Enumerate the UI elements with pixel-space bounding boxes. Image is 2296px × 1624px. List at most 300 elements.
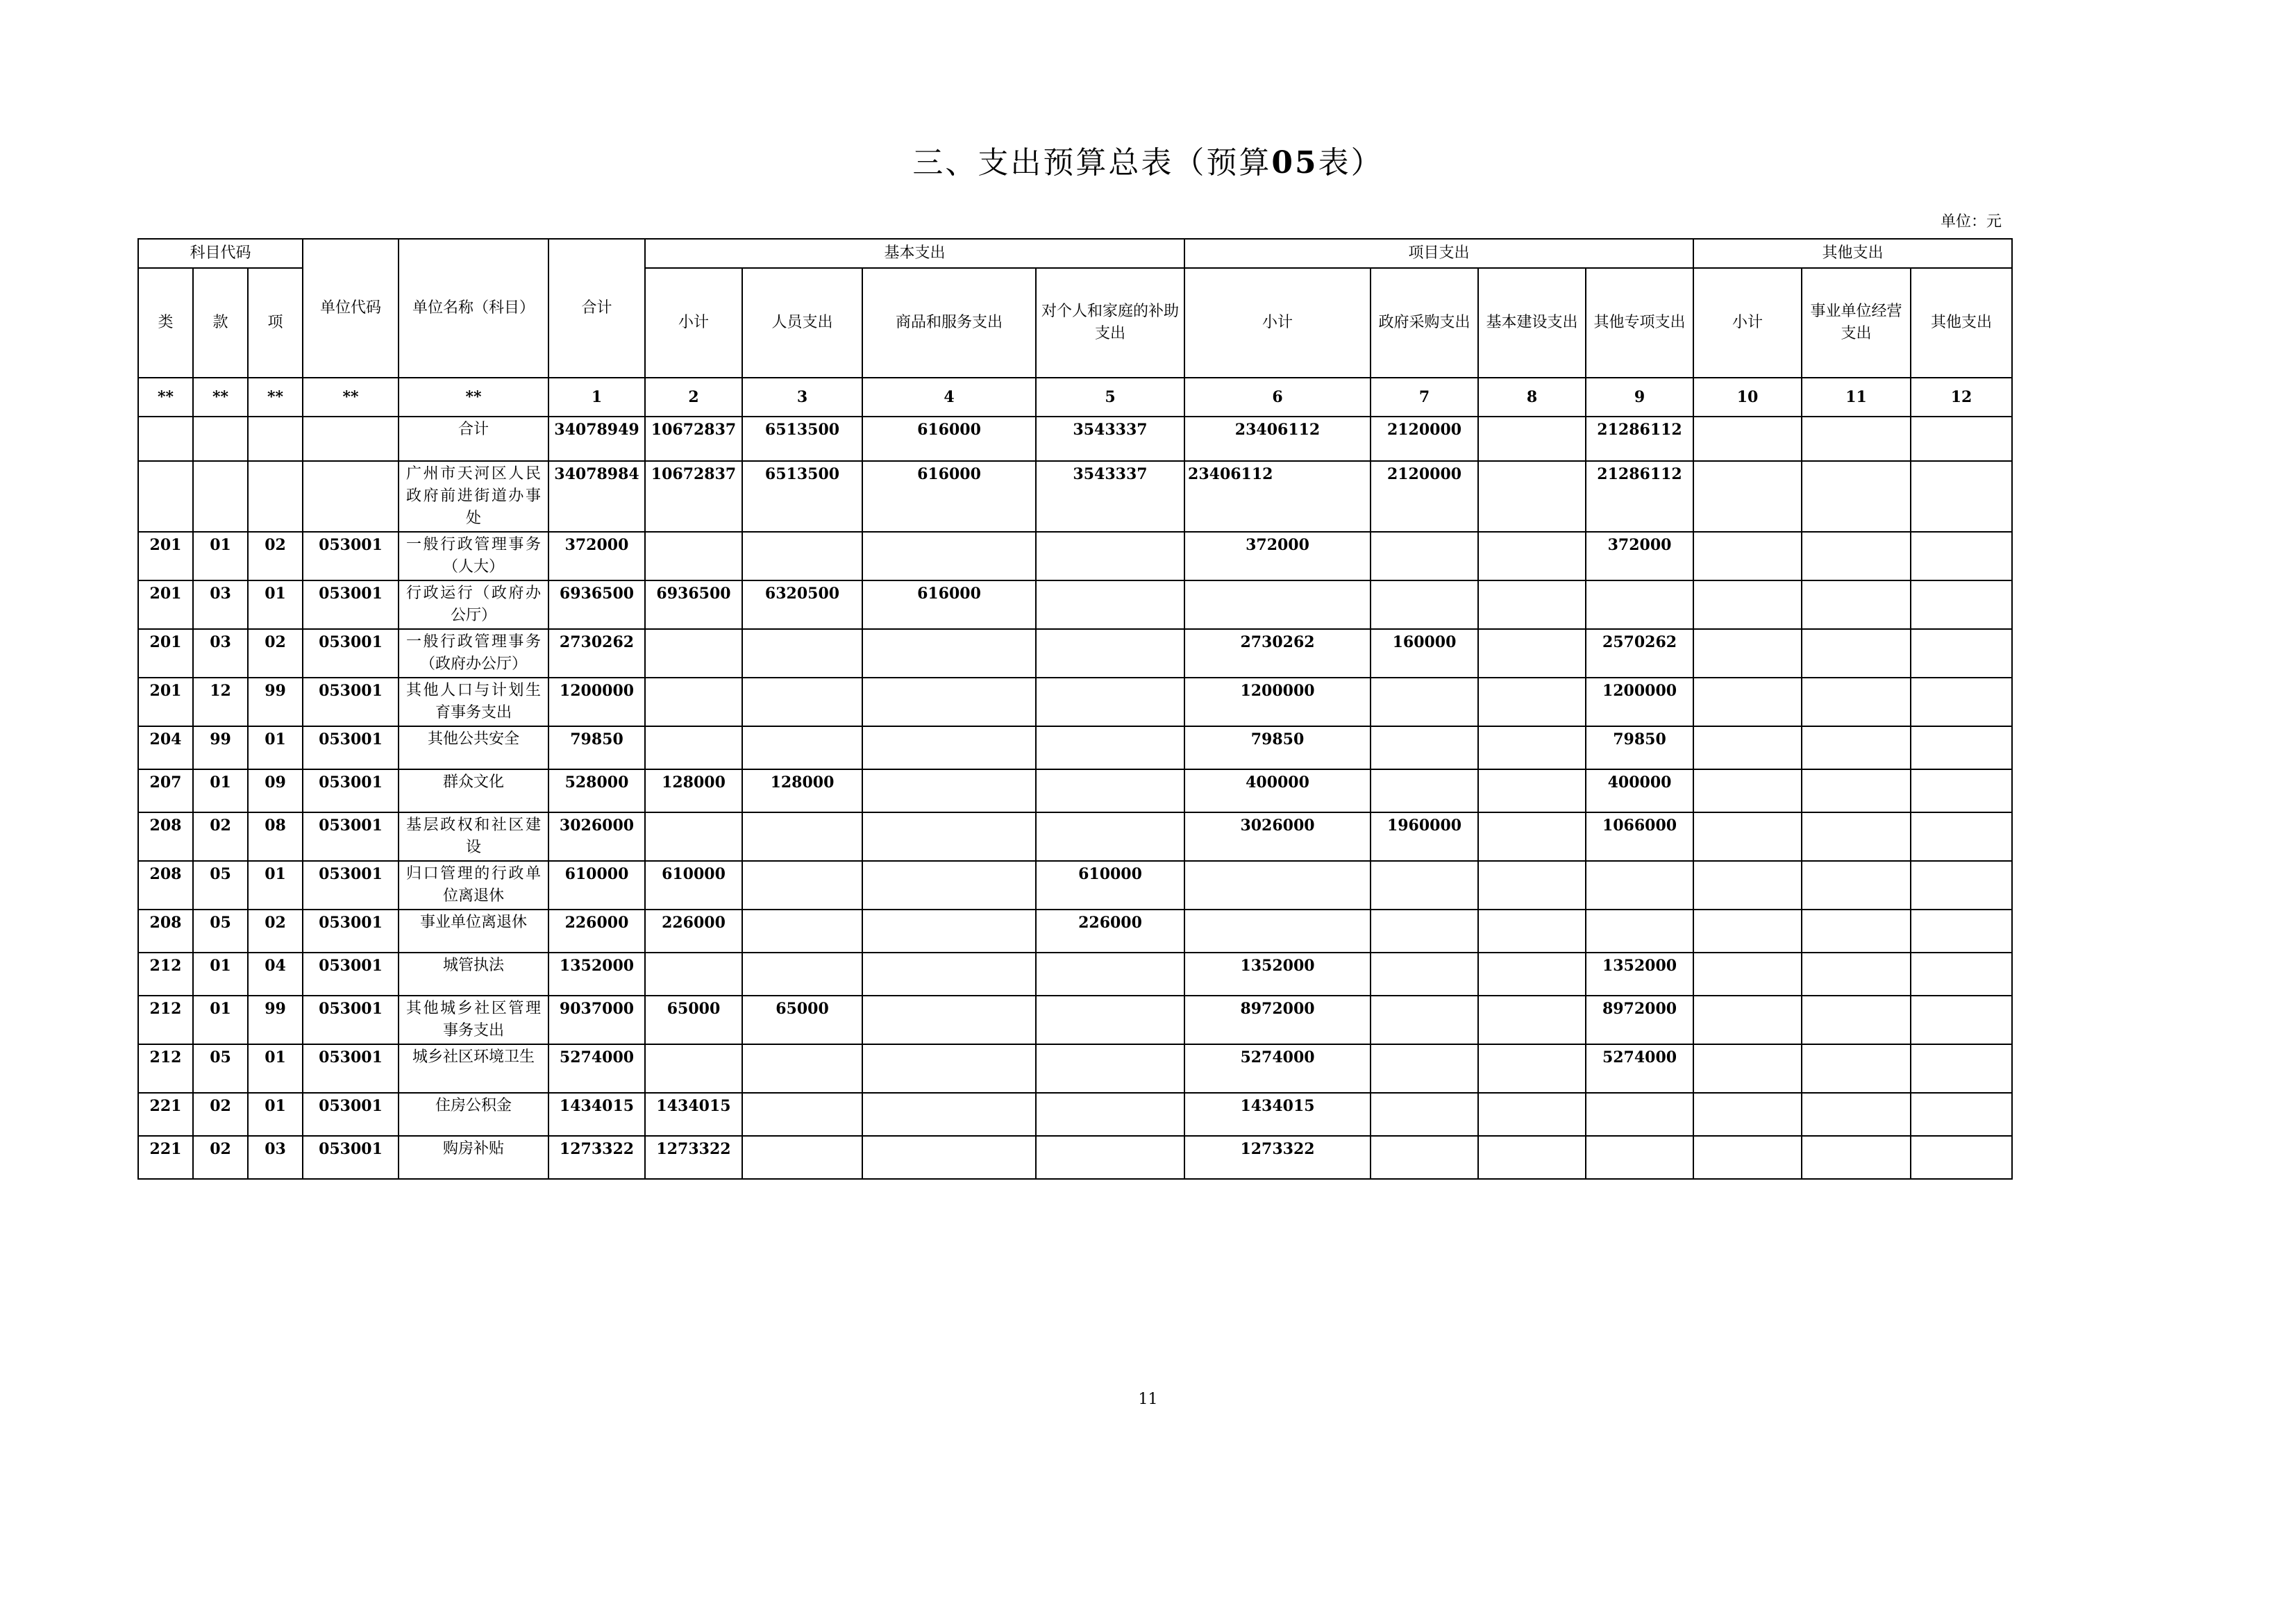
cell-personnel: 128000 [742,769,862,812]
cell-name: 其他人口与计划生育事务支出 [399,678,548,726]
cell-subsidy [1036,678,1184,726]
cell-other-subtotal [1693,461,1802,532]
cell-basic-subtotal: 6936500 [645,580,742,629]
cell-name: 广州市天河区人民政府前进街道办事处 [399,461,548,532]
table-row [138,678,2012,726]
cell-xiang: 99 [248,678,303,726]
title-suffix: 表） [1318,145,1384,181]
cell-gov-proc [1371,769,1478,812]
cell-infra [1478,769,1586,812]
cell-kuan: 01 [193,769,248,812]
cell-business-ops [1802,532,1911,580]
cell-gov-proc [1371,910,1478,953]
cell-unit-code: 053001 [303,953,399,996]
cell-gov-proc: 160000 [1371,629,1478,678]
cell-xiang: 02 [248,629,303,678]
header-unit-code: 单位代码 [303,239,399,378]
cell-gov-proc [1371,678,1478,726]
cell-infra [1478,910,1586,953]
table-row [138,629,2012,678]
header-other-expense: 其他支出 [1911,268,2012,378]
cell-other-exp [1911,417,2012,461]
cell-lei: 212 [138,1044,193,1093]
cell-project-subtotal: 1273322 [1184,1136,1371,1179]
cell-total: 5274000 [548,1044,645,1093]
header-index-row [138,378,2012,417]
cell-goods [862,1136,1036,1179]
cell-project-subtotal [1184,861,1371,910]
cell-name: 事业单位离退休 [399,910,548,953]
cell-lei: 208 [138,910,193,953]
cell-goods [862,996,1036,1044]
header-project-subtotal: 小计 [1184,268,1371,378]
cell-name: 城乡社区环境卫生 [399,1044,548,1093]
cell-personnel [742,629,862,678]
cell-gov-proc [1371,532,1478,580]
cell-basic-subtotal: 1273322 [645,1136,742,1179]
cell-basic-subtotal [645,532,742,580]
cell-kuan: 03 [193,629,248,678]
cell-gov-proc [1371,1044,1478,1093]
cell-other-subtotal [1693,953,1802,996]
table-row [138,1093,2012,1136]
cell-total: 226000 [548,910,645,953]
cell-other-special: 1352000 [1586,953,1693,996]
cell-basic-subtotal [645,953,742,996]
cell-gov-proc [1371,953,1478,996]
cell-gov-proc [1371,1136,1478,1179]
cell-kuan [193,417,248,461]
cell-personnel [742,861,862,910]
cell-name: 群众文化 [399,769,548,812]
cell-xiang: 09 [248,769,303,812]
cell-xiang: 99 [248,996,303,1044]
table-row [138,1044,2012,1093]
cell-business-ops [1802,953,1911,996]
unit-label: 单位：元 [1940,213,2002,231]
header-basic-expenditure: 基本支出 [645,239,1184,268]
index-cell: 12 [1911,378,2012,417]
cell-kuan: 03 [193,580,248,629]
cell-goods [862,910,1036,953]
cell-other-special: 1200000 [1586,678,1693,726]
cell-unit-code: 053001 [303,910,399,953]
cell-infra [1478,996,1586,1044]
cell-total: 3026000 [548,812,645,861]
table-row [138,1136,2012,1179]
cell-lei: 212 [138,953,193,996]
cell-subsidy [1036,580,1184,629]
cell-name: 归口管理的行政单位离退休 [399,861,548,910]
cell-business-ops [1802,678,1911,726]
cell-lei: 221 [138,1093,193,1136]
cell-other-special [1586,580,1693,629]
cell-personnel: 65000 [742,996,862,1044]
cell-kuan: 01 [193,953,248,996]
page-title [0,137,2296,182]
index-cell: 3 [742,378,862,417]
cell-kuan: 02 [193,1093,248,1136]
table-row [138,580,2012,629]
cell-kuan: 99 [193,726,248,769]
cell-subsidy [1036,1136,1184,1179]
cell-basic-subtotal: 10672837 [645,417,742,461]
cell-total: 34078984 [548,461,645,532]
cell-kuan: 01 [193,532,248,580]
cell-project-subtotal: 1352000 [1184,953,1371,996]
cell-goods [862,1093,1036,1136]
index-cell: 6 [1184,378,1371,417]
table-row [138,532,2012,580]
cell-xiang: 03 [248,1136,303,1179]
cell-kuan: 05 [193,861,248,910]
cell-lei: 201 [138,580,193,629]
cell-kuan: 02 [193,1136,248,1179]
cell-goods [862,532,1036,580]
cell-infra [1478,861,1586,910]
cell-lei: 208 [138,812,193,861]
header-business-operations: 事业单位经营支出 [1802,268,1911,378]
cell-gov-proc [1371,580,1478,629]
cell-other-special [1586,1136,1693,1179]
cell-subsidy: 610000 [1036,861,1184,910]
cell-business-ops [1802,1093,1911,1136]
cell-goods [862,812,1036,861]
cell-other-exp [1911,1093,2012,1136]
cell-other-exp [1911,910,2012,953]
cell-lei [138,417,193,461]
table-body [138,417,2012,1179]
cell-unit-code: 053001 [303,629,399,678]
cell-name: 其他公共安全 [399,726,548,769]
cell-lei: 208 [138,861,193,910]
cell-infra [1478,953,1586,996]
cell-subsidy [1036,812,1184,861]
table-row [138,812,2012,861]
cell-name: 城管执法 [399,953,548,996]
cell-name: 购房补贴 [399,1136,548,1179]
cell-total: 1273322 [548,1136,645,1179]
cell-kuan: 12 [193,678,248,726]
cell-business-ops [1802,769,1911,812]
cell-basic-subtotal [645,812,742,861]
cell-goods: 616000 [862,580,1036,629]
cell-infra [1478,1044,1586,1093]
cell-goods [862,678,1036,726]
cell-subsidy [1036,532,1184,580]
table-row [138,417,2012,461]
header-gov-procurement: 政府采购支出 [1371,268,1478,378]
cell-other-exp [1911,461,2012,532]
cell-business-ops [1802,1136,1911,1179]
cell-xiang: 01 [248,580,303,629]
cell-other-exp [1911,629,2012,678]
cell-subsidy [1036,726,1184,769]
header-infrastructure: 基本建设支出 [1478,268,1586,378]
cell-business-ops [1802,861,1911,910]
cell-unit-code: 053001 [303,532,399,580]
cell-project-subtotal: 3026000 [1184,812,1371,861]
index-cell: ** [303,378,399,417]
table-row [138,953,2012,996]
index-cell: 5 [1036,378,1184,417]
cell-lei [138,461,193,532]
cell-name: 住房公积金 [399,1093,548,1136]
cell-other-subtotal [1693,532,1802,580]
header-other-expenditure: 其他支出 [1693,239,2012,268]
cell-basic-subtotal [645,629,742,678]
index-cell: 8 [1478,378,1586,417]
cell-project-subtotal: 79850 [1184,726,1371,769]
cell-other-special: 400000 [1586,769,1693,812]
cell-kuan: 01 [193,996,248,1044]
cell-kuan [193,461,248,532]
cell-other-exp [1911,861,2012,910]
cell-total: 610000 [548,861,645,910]
cell-unit-code: 053001 [303,1093,399,1136]
cell-total: 9037000 [548,996,645,1044]
cell-other-special: 1066000 [1586,812,1693,861]
cell-infra [1478,629,1586,678]
cell-goods [862,953,1036,996]
cell-total: 1352000 [548,953,645,996]
cell-kuan: 05 [193,910,248,953]
cell-subsidy: 226000 [1036,910,1184,953]
cell-personnel: 6513500 [742,461,862,532]
table-row [138,726,2012,769]
cell-xiang: 04 [248,953,303,996]
cell-personnel [742,1136,862,1179]
index-cell: 7 [1371,378,1478,417]
cell-xiang [248,417,303,461]
cell-gov-proc: 1960000 [1371,812,1478,861]
cell-unit-code: 053001 [303,769,399,812]
cell-lei: 207 [138,769,193,812]
cell-lei: 201 [138,629,193,678]
header-other-subtotal: 小计 [1693,268,1802,378]
cell-other-special: 5274000 [1586,1044,1693,1093]
cell-subsidy [1036,953,1184,996]
cell-goods [862,861,1036,910]
cell-name: 其他城乡社区管理事务支出 [399,996,548,1044]
header-total: 合计 [548,239,645,378]
cell-lei: 221 [138,1136,193,1179]
cell-other-subtotal [1693,726,1802,769]
cell-project-subtotal: 23406112 [1184,461,1371,532]
cell-lei: 201 [138,532,193,580]
cell-infra [1478,726,1586,769]
cell-other-special [1586,1093,1693,1136]
cell-business-ops [1802,1044,1911,1093]
cell-gov-proc: 2120000 [1371,417,1478,461]
index-cell: 2 [645,378,742,417]
cell-personnel [742,953,862,996]
page-number: 11 [1138,1391,1158,1408]
cell-name: 行政运行（政府办公厅） [399,580,548,629]
cell-kuan: 05 [193,1044,248,1093]
cell-goods [862,1044,1036,1093]
cell-other-exp [1911,812,2012,861]
cell-subsidy [1036,629,1184,678]
header-basic-subtotal: 小计 [645,268,742,378]
table-row [138,996,2012,1044]
cell-other-subtotal [1693,678,1802,726]
expenditure-budget-table [137,238,2013,1180]
cell-other-subtotal [1693,769,1802,812]
cell-unit-code: 053001 [303,861,399,910]
cell-other-exp [1911,953,2012,996]
cell-personnel [742,1093,862,1136]
cell-business-ops [1802,812,1911,861]
cell-other-exp [1911,769,2012,812]
cell-goods [862,726,1036,769]
header-row-groups [138,239,2012,268]
cell-basic-subtotal [645,726,742,769]
cell-project-subtotal: 400000 [1184,769,1371,812]
cell-personnel [742,726,862,769]
cell-total: 528000 [548,769,645,812]
cell-project-subtotal: 23406112 [1184,417,1371,461]
cell-other-exp [1911,996,2012,1044]
cell-basic-subtotal [645,1044,742,1093]
cell-total: 1200000 [548,678,645,726]
cell-other-exp [1911,1136,2012,1179]
cell-unit-code: 053001 [303,812,399,861]
index-cell: ** [138,378,193,417]
cell-total: 6936500 [548,580,645,629]
header-subsidy: 对个人和家庭的补助支出 [1036,268,1184,378]
cell-other-special: 21286112 [1586,461,1693,532]
cell-subsidy [1036,1044,1184,1093]
cell-gov-proc [1371,726,1478,769]
cell-xiang [248,461,303,532]
table-row [138,861,2012,910]
cell-other-special: 8972000 [1586,996,1693,1044]
cell-other-exp [1911,580,2012,629]
index-cell: 9 [1586,378,1693,417]
cell-other-exp [1911,1044,2012,1093]
cell-other-subtotal [1693,996,1802,1044]
cell-other-special [1586,910,1693,953]
cell-personnel [742,1044,862,1093]
title-prefix: 三、支出预算总表（预算 [912,145,1272,181]
table-row [138,769,2012,812]
index-cell: ** [193,378,248,417]
cell-other-special: 372000 [1586,532,1693,580]
cell-total: 372000 [548,532,645,580]
cell-business-ops [1802,629,1911,678]
cell-project-subtotal [1184,910,1371,953]
header-unit-name: 单位名称（科目） [399,239,548,378]
cell-xiang: 01 [248,861,303,910]
cell-gov-proc: 2120000 [1371,461,1478,532]
cell-project-subtotal: 1200000 [1184,678,1371,726]
cell-basic-subtotal: 610000 [645,861,742,910]
index-cell: 4 [862,378,1036,417]
cell-total: 79850 [548,726,645,769]
cell-other-special: 2570262 [1586,629,1693,678]
cell-infra [1478,1093,1586,1136]
header-project-expenditure: 项目支出 [1184,239,1693,268]
cell-xiang: 08 [248,812,303,861]
cell-project-subtotal: 2730262 [1184,629,1371,678]
cell-other-exp [1911,678,2012,726]
cell-basic-subtotal: 1434015 [645,1093,742,1136]
cell-name: 一般行政管理事务（政府办公厅） [399,629,548,678]
cell-other-subtotal [1693,861,1802,910]
cell-unit-code [303,461,399,532]
header-subject-code: 科目代码 [138,239,303,268]
header-goods-services: 商品和服务支出 [862,268,1036,378]
cell-other-special: 21286112 [1586,417,1693,461]
cell-business-ops [1802,417,1911,461]
cell-xiang: 01 [248,1044,303,1093]
cell-personnel: 6513500 [742,417,862,461]
cell-project-subtotal: 8972000 [1184,996,1371,1044]
cell-basic-subtotal: 10672837 [645,461,742,532]
cell-infra [1478,678,1586,726]
header-lei: 类 [138,268,193,378]
cell-basic-subtotal: 128000 [645,769,742,812]
cell-subsidy [1036,996,1184,1044]
index-cell: 1 [548,378,645,417]
cell-infra [1478,461,1586,532]
cell-business-ops [1802,996,1911,1044]
cell-xiang: 01 [248,726,303,769]
cell-personnel [742,812,862,861]
cell-personnel: 6320500 [742,580,862,629]
cell-unit-code: 053001 [303,1136,399,1179]
cell-other-subtotal [1693,580,1802,629]
cell-project-subtotal: 1434015 [1184,1093,1371,1136]
cell-business-ops [1802,580,1911,629]
cell-project-subtotal: 5274000 [1184,1044,1371,1093]
cell-other-subtotal [1693,1136,1802,1179]
index-cell: 11 [1802,378,1911,417]
cell-business-ops [1802,910,1911,953]
cell-unit-code: 053001 [303,996,399,1044]
cell-name: 合计 [399,417,548,461]
cell-kuan: 02 [193,812,248,861]
cell-basic-subtotal: 65000 [645,996,742,1044]
cell-other-subtotal [1693,1093,1802,1136]
cell-infra [1478,580,1586,629]
cell-goods [862,629,1036,678]
cell-total: 34078949 [548,417,645,461]
cell-basic-subtotal [645,678,742,726]
cell-gov-proc [1371,996,1478,1044]
cell-other-subtotal [1693,1044,1802,1093]
cell-other-exp [1911,726,2012,769]
index-cell: 10 [1693,378,1802,417]
cell-unit-code [303,417,399,461]
cell-infra [1478,1136,1586,1179]
cell-goods: 616000 [862,417,1036,461]
cell-other-subtotal [1693,812,1802,861]
cell-basic-subtotal: 226000 [645,910,742,953]
cell-lei: 204 [138,726,193,769]
cell-name: 一般行政管理事务（人大） [399,532,548,580]
header-kuan: 款 [193,268,248,378]
cell-subsidy [1036,769,1184,812]
cell-project-subtotal [1184,580,1371,629]
cell-subsidy: 3543337 [1036,461,1184,532]
index-cell: ** [248,378,303,417]
header-xiang: 项 [248,268,303,378]
cell-personnel [742,532,862,580]
cell-business-ops [1802,461,1911,532]
cell-infra [1478,812,1586,861]
